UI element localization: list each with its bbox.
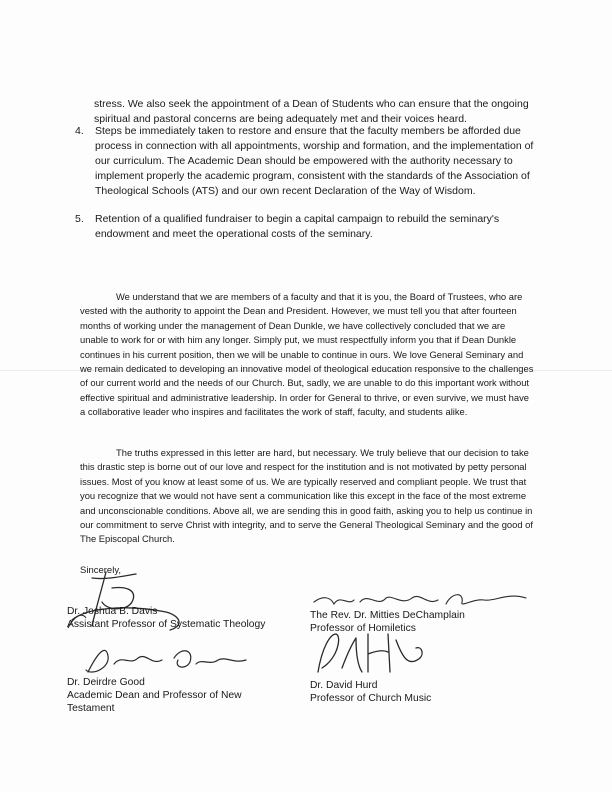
request-list: [75, 124, 545, 255]
signatory-title: Academic Dean and Professor of New: [67, 690, 242, 701]
body-paragraph-1: We understand that we are members of a faculty and that it is you, the Board of Trustees, who are vested with the authority to appoint the Dean and President. However, we must tell you that after fourteen months of working under the management of Dean Dunkle, we have collectively concluded that we are unable to work for or with him any longer. Simply put, we must respectfully inform you that if Dean Dunkle continues in his current position, then we will be unable to continue in ours. We love General Seminary and we remain dedicated to developing an innovative model of theological education responsive to the challenges of our current world and the needs of our Church. But, sadly, we are unable to do this important work without effective spiritual and administrative leadership. In order for General to thrive, or even survive, we must have a collaborative leader who inspires and facilitates the work of staff, faculty, and students alike.: [80, 291, 534, 418]
signatory-title: Testament: [67, 703, 115, 714]
body-paragraph-2: The truths expressed in this letter are hard, but necessary. We truly believe that our decision to take this drastic step is borne out of our love and respect for the institution and is not motivated by petty personal issues. Most of you know at least some of us. We are typically reserved and compliant people. We trust that you recognize that we would not have sent a communication like this except in the face of the most extreme and unconscionable conditions. Above all, we are sending this in good faith, asking you to help us continue in our commitment to serve Christ with integrity, and to serve the General Theological Seminary and the good of The Episcopal Church.: [80, 447, 534, 545]
signatory-good: [67, 676, 242, 715]
signatory-hurd: [310, 679, 431, 705]
signature-good: [78, 642, 258, 678]
signatory-title: Assistant Professor of Systematic Theology: [67, 619, 266, 630]
list-item-number: 4.: [75, 125, 84, 137]
signatory-dechamplain: [310, 609, 465, 635]
signatory-title: Professor of Homiletics: [310, 623, 416, 634]
list-item: [75, 212, 545, 242]
continued-paragraph: stress. We also seek the appointment of a Dean of Students who can ensure that the ongoing spiritual and pastoral concerns are being adequately met and their voices heard.: [94, 98, 529, 125]
list-item-text: Steps be immediately taken to restore and ensure that the faculty members be afforded due process in connection with all appointments, worship and formation, and the implementation of our curriculum. The Academic Dean should be empowered with the authority necessary to implement properly the academic program, consistent with the standards of the Association of Theological Schools (ATS) and our own recent Declaration of the Way of Wisdom.: [95, 125, 534, 197]
signatory-name: Dr. Deirdre Good: [67, 677, 145, 688]
signatory-davis: [67, 605, 265, 631]
closing-salutation: Sincerely,: [80, 565, 122, 576]
signatory-name: The Rev. Dr. Mitties DeChamplain: [310, 610, 465, 621]
list-item-text: Retention of a qualified fundraiser to begin a capital campaign to rebuild the seminary's endowment and meet the operational costs of the seminary.: [95, 213, 500, 240]
signatory-name: Dr. Joshua B. Davis: [67, 606, 158, 617]
list-item: [75, 124, 545, 199]
signatory-title: Professor of Church Music: [310, 693, 432, 704]
signature-hurd: [312, 628, 432, 678]
list-item-number: 5.: [75, 213, 84, 225]
signatory-name: Dr. David Hurd: [310, 680, 378, 691]
